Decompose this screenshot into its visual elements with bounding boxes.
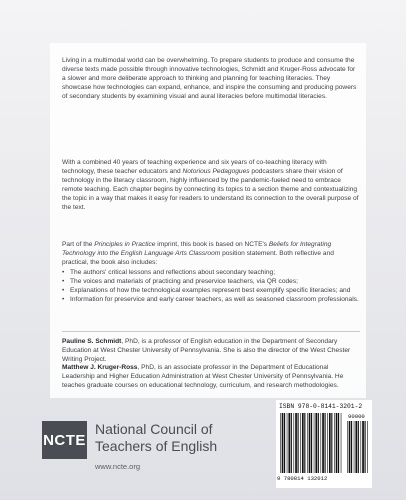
barcode-bar bbox=[347, 421, 348, 473]
blurb-paragraph-2 bbox=[62, 159, 360, 212]
barcode-bar bbox=[284, 413, 285, 473]
publisher-name bbox=[95, 421, 245, 455]
barcode-bar bbox=[338, 413, 339, 473]
barcode-bar bbox=[321, 413, 322, 473]
logo-text: NCTE bbox=[43, 431, 86, 449]
barcode-bar bbox=[294, 413, 295, 473]
list-item: • The voices and materials of practicing and preservice teachers, via QR codes; bbox=[62, 278, 360, 287]
barcode-bar bbox=[349, 421, 351, 473]
barcode-bars bbox=[280, 413, 343, 473]
author-bio-text: , PhD, is an associate professor in the Department of Educational Leadership and Higher Education Administration at West Chester University of Pennsylvania. He teaches graduate courses on educational technology, curriculum, and research methodologies. bbox=[62, 364, 344, 389]
barcode-bar bbox=[300, 413, 301, 473]
barcode-bar bbox=[361, 421, 362, 473]
barcode-bar bbox=[336, 413, 338, 473]
publisher-url: www.ncte.org bbox=[95, 462, 141, 471]
barcode-bar bbox=[362, 421, 364, 473]
barcode-bar bbox=[304, 413, 305, 473]
publisher-name-line-2: Teachers of English bbox=[95, 438, 218, 454]
price-code: 90000 bbox=[348, 413, 365, 420]
author-bio-kruger-ross bbox=[62, 364, 360, 391]
blurb-text-2b: podcasters share their vision of technology in the literacy classroom, highly influenced by the pandemic-fueled need to embrace remote teaching. Each chapter begins by connecting its topics to a section theme and contextualizing the topic in a way that makes it easy for readers to understand its connection to the overall purpose of the text. bbox=[62, 167, 359, 211]
blurb-text-3c: position statement. Both reflective and practical, the book also includes: bbox=[62, 249, 334, 266]
list-item: • Explanations of how the technological examples represent best exemplify specific literacies; and bbox=[62, 287, 360, 296]
author-bio-text: , PhD, is a professor of English education in the Department of Secondary Education at West Chester University of Pennsylvania. She is also the director of the West Chester Writing Project. bbox=[62, 338, 351, 363]
barcode-bar bbox=[282, 413, 284, 473]
barcode-bar bbox=[325, 413, 326, 473]
author-bio-schmidt bbox=[62, 338, 360, 365]
barcode-bar bbox=[341, 413, 342, 473]
barcode-bar bbox=[302, 413, 304, 473]
position-statement-title: Beliefs for Integrating Technology into the English Language Arts Classroom bbox=[62, 241, 332, 257]
barcode-bar bbox=[358, 421, 359, 473]
barcode-bar bbox=[327, 413, 328, 473]
barcode-bar bbox=[311, 413, 312, 473]
barcode-bar bbox=[291, 413, 292, 473]
barcode-bar bbox=[314, 413, 315, 473]
list-item: • Information for preservice and early career teachers, as well as seasoned classroom professionals. bbox=[62, 296, 360, 305]
list-item: • The authors' critical lessons and reflections about secondary teaching; bbox=[62, 269, 360, 278]
barcode-bar bbox=[318, 413, 319, 473]
barcode-bar bbox=[322, 413, 324, 473]
barcode-bar bbox=[365, 421, 366, 473]
blurb-text-1: Living in a multimodal world can be overwhelming. To prepare students to produce and consume the diverse texts made possible through innovative technologies, Schmidt and Kruger-Ross advocate for a slower and more deliberate approach to thinking and planning for teaching literacies. They showcase how technologies can expand, enhance, and inspire the consuming and producing powers of secondary students by examining visual and aural literacies before multimodal literacies. bbox=[62, 57, 357, 100]
blurb-text-2a: With a combined 40 years of teaching experience and six years of co-teaching literacy with technology, these teacher educators and bbox=[62, 159, 327, 175]
barcode-bar bbox=[334, 413, 335, 473]
author-name: Matthew J. Kruger-Ross bbox=[62, 364, 138, 371]
barcode-bar bbox=[298, 413, 299, 473]
barcode-addon-bars bbox=[347, 421, 369, 473]
publisher-name-line-1: National Council of bbox=[95, 421, 213, 437]
section-divider bbox=[62, 331, 360, 332]
barcode-bar bbox=[315, 413, 317, 473]
barcode-bar bbox=[307, 413, 308, 473]
barcode-bar bbox=[331, 413, 332, 473]
imprint-title: Principles in Practice bbox=[94, 241, 156, 248]
barcode-bar bbox=[295, 413, 297, 473]
barcode-bar bbox=[309, 413, 311, 473]
barcode-bar bbox=[351, 421, 352, 473]
podcast-title: Notorious Pedagogues bbox=[182, 167, 250, 175]
barcode-bar bbox=[355, 421, 357, 473]
barcode-bar bbox=[287, 413, 288, 473]
barcode-bar bbox=[280, 413, 281, 473]
isbn-label: ISBN 978-0-8141-3201-2 bbox=[279, 403, 363, 410]
blurb-paragraph-1 bbox=[62, 57, 360, 102]
barcode-bar bbox=[329, 413, 331, 473]
blurb-paragraph-3 bbox=[62, 241, 360, 268]
barcode-bar bbox=[354, 421, 355, 473]
barcode-digits: 9 780814 132012 bbox=[277, 475, 328, 482]
author-name: Pauline S. Schmidt bbox=[62, 338, 122, 345]
blurb-text-3b: imprint, this book is based on NCTE's bbox=[155, 241, 269, 248]
ncte-logo bbox=[42, 421, 87, 459]
barcode-bar bbox=[367, 421, 368, 473]
blurb-text-3a: Part of the bbox=[62, 241, 95, 248]
barcode-bar bbox=[288, 413, 290, 473]
feature-list bbox=[62, 269, 360, 305]
isbn-barcode bbox=[276, 400, 372, 488]
